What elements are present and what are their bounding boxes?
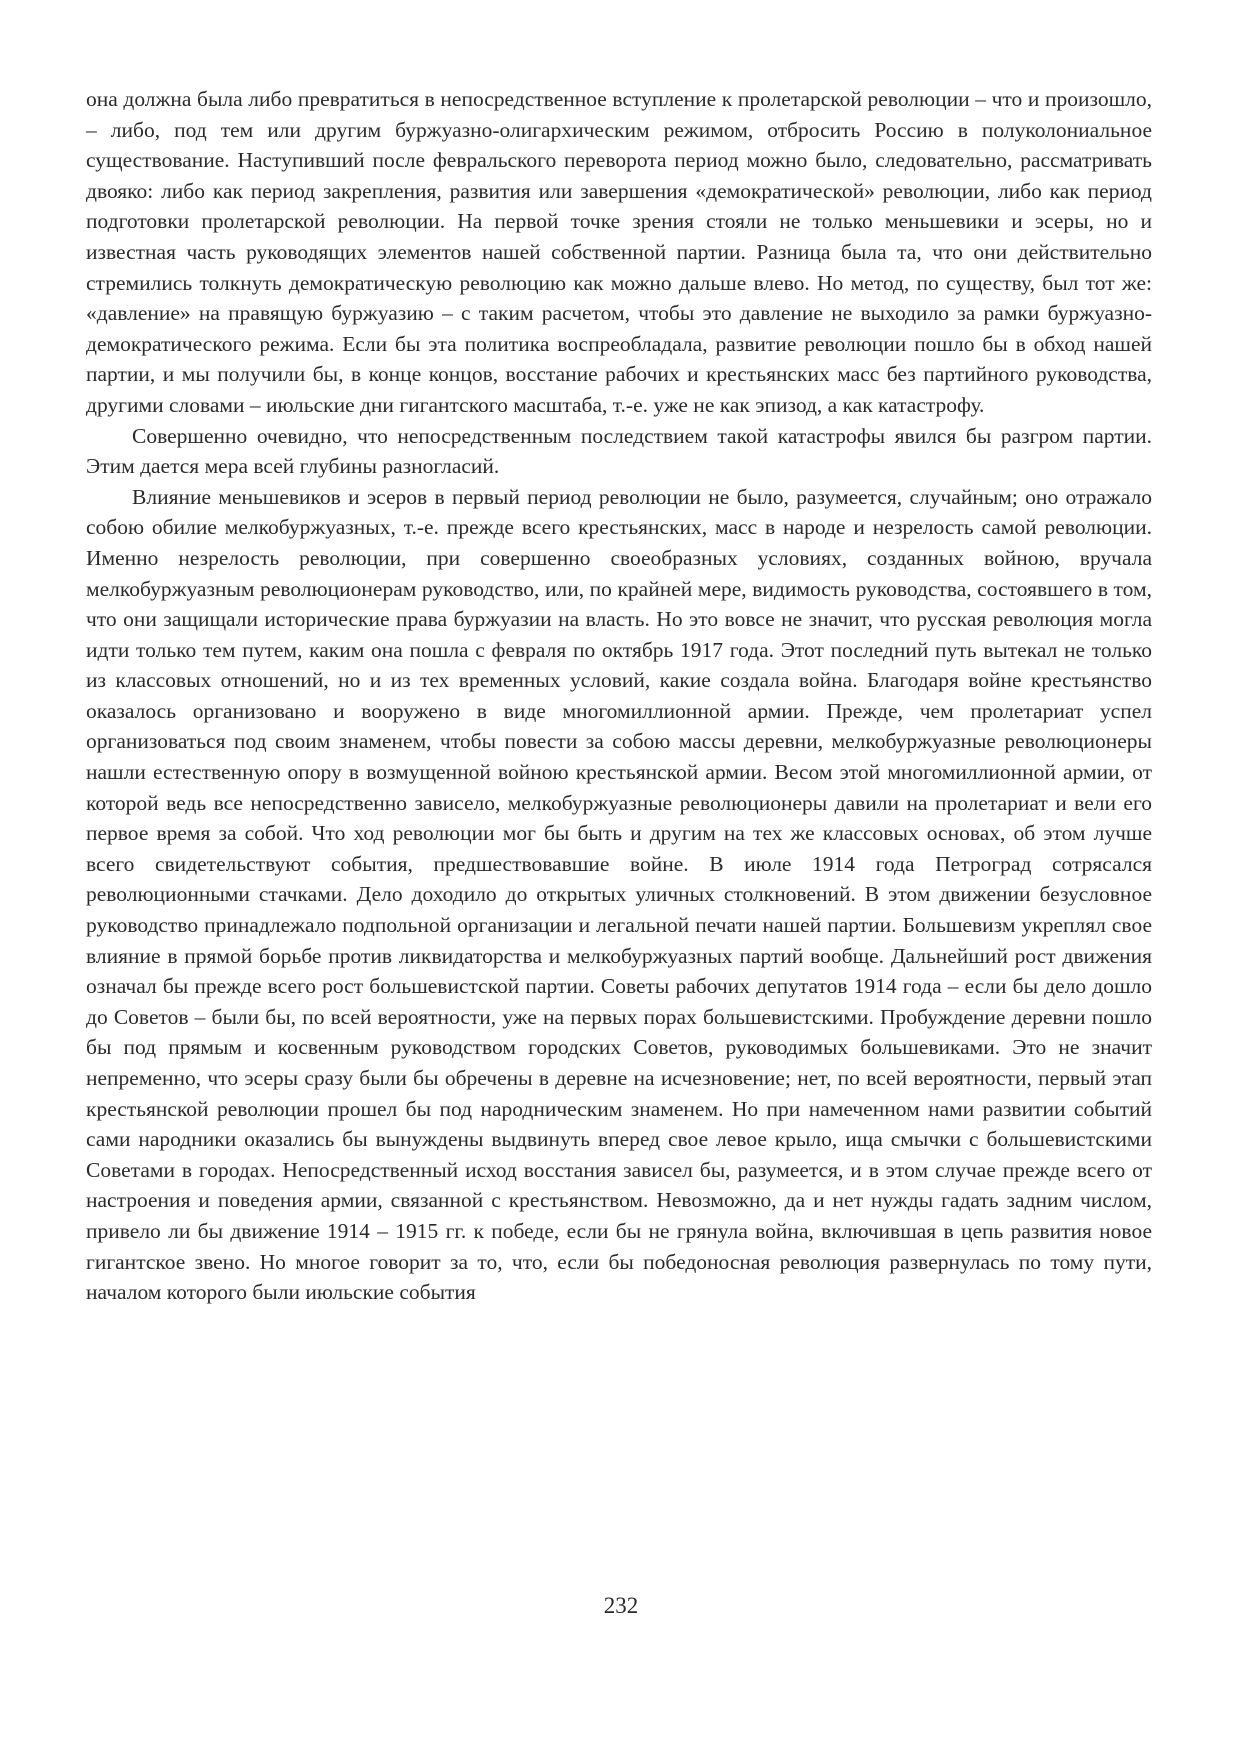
paragraph-3: Влияние меньшевиков и эсеров в первый период революции не было, разумеется, случайным; оно отражало собою обилие мелкобуржуазных, т.-е. прежде всего крестьянских, масс в народе и незрелость самой революции. Именно незрелость революции, при совершенно своеобразных условиях, созданных войною, вручала мелкобуржуазным революционерам руководство, или, по крайней мере, видимость руководства, состоявшего в том, что они защищали исторические права буржуазии на власть. Но это вовсе не значит, что русская революция могла идти только тем путем, каким она пошла с февраля по октябрь 1917 года. Этот последний путь вытекал не только из классовых отношений, но и из тех временных условий, какие создала война. Благодаря войне крестьянство оказалось организовано и вооружено в виде многомиллионной армии. Прежде, чем пролетариат успел организоваться под своим знаменем, чтобы повести за собою массы деревни, мелкобуржуазные революционеры нашли естественную опору в возмущенной войною крестьянской армии. Весом этой многомиллионной армии, от которой ведь все непосредственно зависело, мелкобуржуазные революционеры давили на пролетариат и вели его первое время за собой. Что ход революции мог бы быть и другим на тех же классовых основах, об этом лучше всего свидетельствуют события, предшествовавшие войне. В июле 1914 года Петроград сотрясался революционными стачками. Дело доходило до открытых уличных столкновений. В этом движении безусловное руководство принадлежало подпольной организации и легальной печати нашей партии. Большевизм укреплял свое влияние в прямой борьбе против ликвидаторства и мелкобуржуазных партий вообще. Дальнейший рост движения означал бы прежде всего рост большевистской партии. Советы рабочих депутатов 1914 года – если бы дело дошло до Советов – были бы, по всей вероятности, уже на первых порах большевистскими. Пробуждение деревни пошло бы под прямым и косвенным руководством городских Советов, руководимых большевиками. Это не значит непременно, что эсеры сразу были бы обречены в деревне на исчезновение; нет, по всей вероятности, первый этап крестьянской революции прошел бы под народническим знаменем. Но при намеченном нами развитии событий сами народники оказались бы вынуждены выдвинуть вперед свое левое крыло, ища смычки с большевистскими Советами в городах. Непосредственный исход восстания зависел бы, разумеется, и в этом случае прежде всего от настроения и поведения армии, связанной с крестьянством. Невозможно, да и нет нужды гадать задним числом, привело ли бы движение 1914 – 1915 гг. к победе, если бы не грянула война, включившая в цепь развития новое гигантское звено. Но многое говорит за то, что, если бы победоносная революция развернулась по тому пути, началом которого были июльские события <box>86 484 1152 1305</box>
paragraph-1: она должна была либо превратиться в непосредственное вступление к пролетарской революции – что и произошло, – либо, под тем или другим буржуазно-олигархическим режимом, отбросить Россию в полуколониальное существование. Наступивший после февральского переворота период можно было, следовательно, рассматривать двояко: либо как период закрепления, развития или завершения «демократической» революции, либо как период подготовки пролетарской революции. На первой точке зрения стояли не только меньшевики и эсеры, но и известная часть руководящих элементов нашей собственной партии. Разница была та, что они действительно стремились толкнуть демократическую революцию как можно дальше влево. Но метод, по существу, был тот же: «давление» на правящую буржуазию – с таким расчетом, чтобы это давление не выходило за рамки буржуазно-демократического режима. Если бы эта политика воспреобладала, развитие революции пошло бы в обход нашей партии, и мы получили бы, в конце концов, восстание рабочих и крестьянских масс без партийного руководства, другими словами – июльские дни гигантского масштаба, т.-е. уже не как эпизод, а как катастрофу. <box>86 87 1152 417</box>
paragraph-2: Совершенно очевидно, что непосредственным последствием такой катастрофы явился бы разгром партии. Этим дается мера всей глубины разногласий. <box>86 423 1152 479</box>
body-text <box>86 84 1152 1308</box>
page-number: 232 <box>603 1593 639 1618</box>
